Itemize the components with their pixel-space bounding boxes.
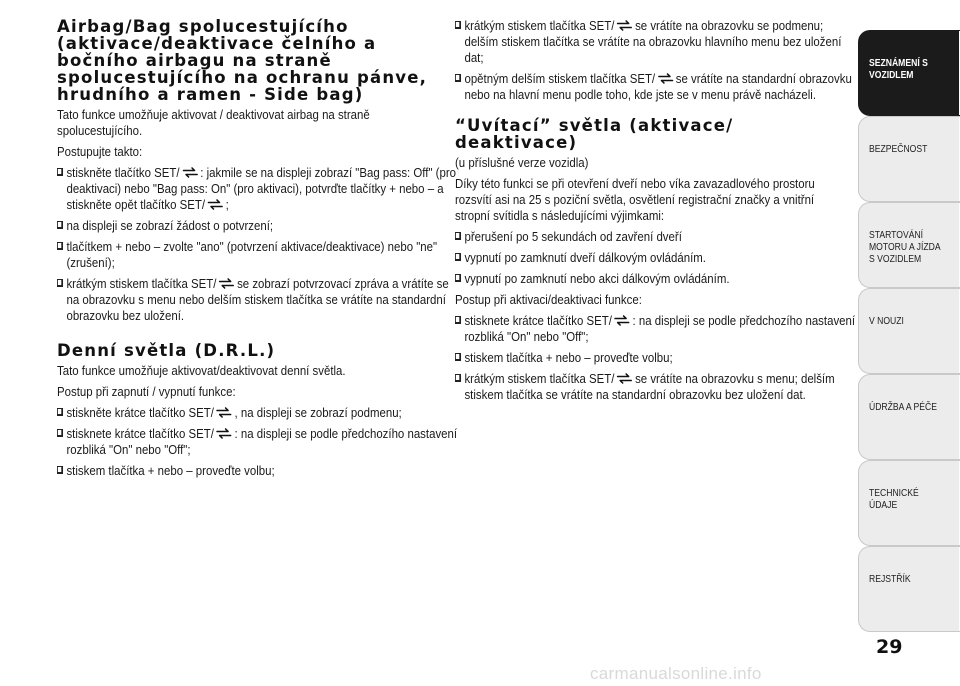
heading-line: “Uvítací” světla (aktivace/	[455, 116, 734, 135]
list-item-text: stiskem tlačítka + nebo – proveďte volbu;	[464, 350, 673, 365]
list-item-text: ;	[225, 197, 229, 212]
list-item-text: stiskněte krátce tlačítko SET/	[66, 405, 214, 420]
watermark: carmanualsonline.info	[590, 664, 762, 683]
list-item	[57, 276, 458, 324]
bullet-box-icon	[57, 408, 63, 416]
right-column	[455, 18, 856, 408]
bullet-box-icon	[57, 279, 63, 287]
list-item	[455, 313, 856, 345]
list-item-text: vypnutí po zamknutí nebo akci dálkovým ovládáním.	[464, 271, 730, 286]
set-esc-button-icon	[218, 278, 235, 289]
list-item-text: krátkým stiskem tlačítka SET/	[464, 18, 615, 33]
list-drl	[57, 405, 458, 479]
set-esc-button-icon	[614, 315, 631, 326]
heading-line: bočního airbagu na straně	[57, 51, 332, 70]
chapter-tab-label: BEZPEČNOST	[869, 143, 928, 155]
list-item-text: vypnutí po zamknutí dveří dálkovým ovládáním.	[464, 250, 706, 265]
list-item	[455, 229, 856, 245]
bullet-box-icon	[57, 242, 63, 250]
list-item-text: : jakmile se na displeji zobrazí "Bag pass: Off" (pro deaktivaci) nebo "Bag pass: On" (pro aktivaci), potvrďte tlačítky + nebo – a stiskněte opět tlačítko SET/	[66, 165, 457, 212]
chapter-tab[interactable]	[858, 374, 960, 460]
list-item-text: : na displeji se podle předchozího nastavení rozbliká "On" nebo "Off";	[464, 313, 856, 344]
list-item-text: tlačítkem + nebo – zvolte "ano" (potvrzení aktivace/deaktivace) nebo "ne" (zrušení);	[66, 239, 438, 270]
chapter-tab-label: TECHNICKÉ ÚDAJE	[869, 487, 919, 511]
chapter-tab[interactable]	[858, 460, 960, 546]
list-item	[57, 165, 458, 213]
chapter-tab[interactable]	[858, 546, 960, 632]
paragraph: Tato funkce umožňuje aktivovat / deaktivovat airbag na straně spolucestujícího.	[57, 107, 370, 138]
bullet-box-icon	[455, 374, 461, 382]
set-esc-button-icon	[216, 407, 233, 418]
paragraph: (u příslušné verze vozidla)	[455, 155, 589, 170]
list-welcome-exceptions	[455, 229, 847, 287]
list-item	[455, 271, 856, 287]
paragraph: Postup při zapnutí / vypnutí funkce:	[57, 384, 236, 399]
heading-line: spolucestujícího na ochranu pánve,	[57, 68, 428, 87]
list-item-text: na displeji se zobrazí žádost o potvrzení;	[66, 218, 274, 233]
list-item-text: stiskem tlačítka + nebo – proveďte volbu;	[66, 463, 275, 478]
list-item-text: : na displeji se podle předchozího nastavení rozbliká "On" nebo "Off";	[66, 426, 458, 457]
list-item-text: krátkým stiskem tlačítka SET/	[66, 276, 217, 291]
heading-welcome-lights	[455, 117, 847, 151]
list-item-text: , na displeji se zobrazí podmenu;	[234, 405, 402, 420]
list-item-text: opětným delším stiskem tlačítka SET/	[464, 71, 656, 86]
list-item-text: se vrátíte na obrazovku se podmenu; delším stiskem tlačítka se vrátíte na obrazovku hlavního menu bez uložení dat;	[464, 18, 842, 65]
chapter-tab-label: V NOUZI	[869, 315, 904, 327]
list-item	[455, 371, 856, 403]
left-column	[57, 17, 458, 484]
set-esc-button-icon	[616, 20, 633, 31]
list-item	[455, 250, 856, 266]
heading-drl: Denní světla (D.R.L.)	[57, 341, 276, 360]
bullet-box-icon	[455, 232, 461, 240]
bullet-box-icon	[57, 429, 63, 437]
paragraph: Postup při aktivaci/deaktivaci funkce:	[455, 292, 642, 307]
list-welcome-steps	[455, 313, 856, 403]
list-item-text: se zobrazí potvrzovací zpráva a vrátíte se na obrazovku s menu nebo delším stiskem tlačítka se vrátíte na standardní obrazovku bez uložení.	[66, 276, 449, 323]
bullet-box-icon	[57, 168, 63, 176]
set-esc-button-icon	[616, 373, 633, 384]
list-item-text: se vrátíte na standardní obrazovku nebo na hlavní menu podle toho, kde jste se v menu právě nacházeli.	[464, 71, 852, 102]
list-item	[455, 18, 856, 66]
list-item	[57, 405, 458, 421]
heading-airbag	[57, 18, 449, 103]
list-drl-continued	[455, 18, 852, 103]
heading-line: Airbag/Bag spolucestujícího	[57, 17, 349, 36]
paragraph: Postupujte takto:	[57, 144, 143, 159]
list-item-text: krátkým stiskem tlačítka SET/	[464, 371, 615, 386]
list-item	[455, 71, 856, 103]
chapter-tab-label: STARTOVÁNÍ MOTORU A JÍZDA S VOZIDLEM	[869, 229, 941, 265]
bullet-box-icon	[455, 353, 461, 361]
paragraph: Tato funkce umožňuje aktivovat/deaktivovat denní světla.	[57, 363, 346, 378]
heading-line: deaktivace)	[455, 133, 578, 152]
list-item-text: stisknete krátce tlačítko SET/	[66, 426, 214, 441]
set-esc-button-icon	[207, 199, 224, 210]
list-item	[57, 218, 458, 234]
set-esc-button-icon	[657, 73, 674, 84]
bullet-box-icon	[455, 253, 461, 261]
set-esc-button-icon	[216, 428, 233, 439]
list-item	[455, 350, 856, 366]
list-airbag	[57, 165, 457, 324]
paragraph: Díky této funkci se při otevření dveří nebo víka zavazadlového prostoru rozsvítí asi na 25 s poziční světla, osvětlení registrační značky a vnitřní stropní svítidla s následujícími výjimkami:	[455, 176, 815, 223]
chapter-tab-label: ÚDRŽBA A PÉČE	[869, 401, 937, 413]
bullet-box-icon	[57, 221, 63, 229]
chapter-tab[interactable]	[858, 116, 960, 202]
chapter-tab-label: SEZNÁMENÍ S VOZIDLEM	[869, 57, 928, 81]
chapter-tab[interactable]	[858, 30, 960, 116]
chapter-tab[interactable]	[858, 202, 960, 288]
bullet-box-icon	[455, 74, 461, 82]
list-item	[57, 426, 458, 458]
bullet-box-icon	[455, 316, 461, 324]
list-item	[57, 239, 458, 271]
list-item	[57, 463, 458, 479]
list-item-text: stisknete krátce tlačítko SET/	[464, 313, 612, 328]
set-esc-button-icon	[181, 167, 198, 178]
bullet-box-icon	[455, 274, 461, 282]
chapter-tab[interactable]	[858, 288, 960, 374]
list-item-text: přerušení po 5 sekundách od zavření dveří	[464, 229, 682, 244]
bullet-box-icon	[57, 466, 63, 474]
list-item-text: stiskněte tlačítko SET/	[66, 165, 180, 180]
page-number: 29	[876, 636, 903, 658]
chapter-tab-label: REJSTŘÍK	[869, 573, 911, 585]
bullet-box-icon	[455, 21, 461, 29]
list-item-text: se vrátíte na obrazovku s menu; delším stiskem tlačítka se vrátíte na standardní obrazovku bez uložení dat.	[464, 371, 835, 402]
heading-line: (aktivace/deaktivace čelního a	[57, 34, 377, 53]
heading-line: hrudního a ramen - Side bag)	[57, 85, 364, 104]
